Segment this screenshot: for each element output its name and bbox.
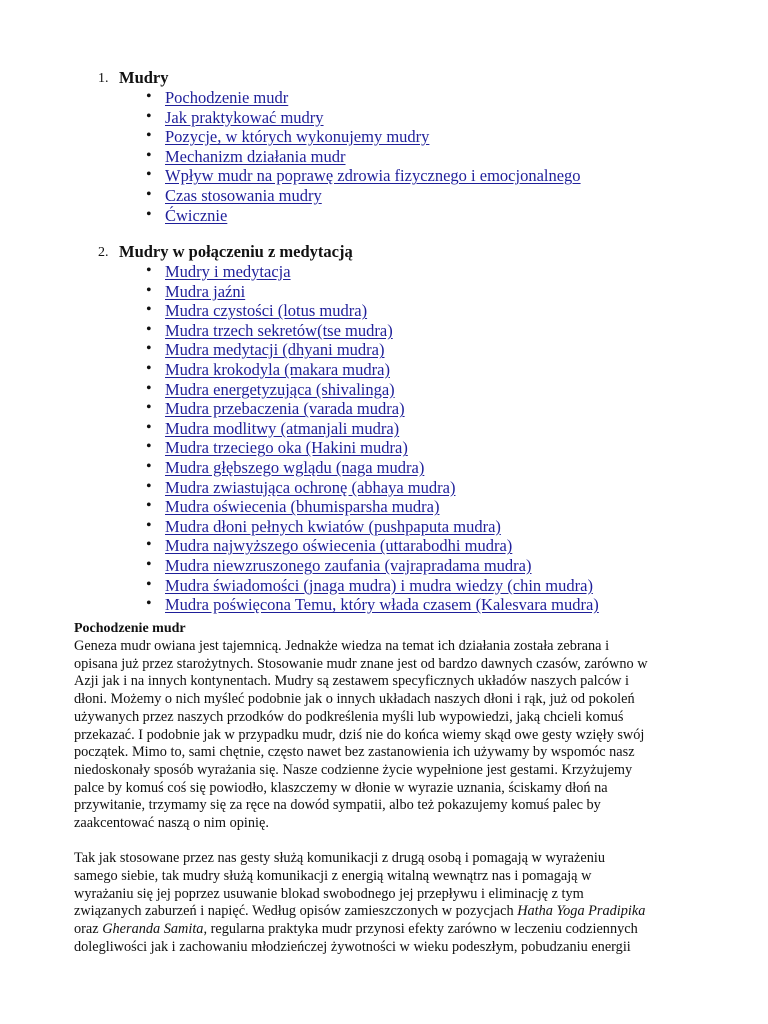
- bullet-icon: •: [146, 536, 152, 554]
- toc-link[interactable]: Mudra trzech sekretów(tse mudra): [165, 320, 393, 340]
- bullet-icon: •: [146, 146, 152, 164]
- bullet-icon: •: [146, 516, 152, 534]
- bullet-icon: •: [146, 262, 152, 279]
- list-item: [0, 360, 768, 380]
- toc-link[interactable]: Mudra najwyższego oświecenia (uttarabodhi mudra): [165, 536, 513, 556]
- list-item: [0, 166, 768, 186]
- paragraph-text: oraz: [74, 921, 99, 938]
- list-item: [0, 186, 768, 206]
- bullet-icon: •: [146, 301, 152, 319]
- bullet-icon: •: [146, 438, 152, 456]
- list-item: [0, 517, 768, 537]
- list-item: [0, 556, 768, 576]
- list-item: [0, 438, 768, 458]
- list-item: [0, 576, 768, 596]
- toc-link[interactable]: Mudra modlitwy (atmanjali mudra): [165, 418, 400, 438]
- toc-link[interactable]: Mudra medytacji (dhyani mudra): [165, 340, 385, 360]
- bullet-icon: •: [146, 556, 152, 573]
- bullet-icon: •: [146, 281, 152, 299]
- list-item: [0, 595, 768, 615]
- bullet-icon: •: [146, 497, 152, 515]
- list-item: [0, 206, 768, 226]
- bullet-icon: •: [146, 166, 152, 184]
- bullet-icon: •: [146, 575, 152, 593]
- toc-link[interactable]: Mudra niewzruszonego zaufania (vajrapradama mudra): [165, 556, 532, 575]
- toc-link[interactable]: Mudra krokodyla (makara mudra): [165, 360, 390, 379]
- list-item: [0, 399, 768, 419]
- book-title: Gheranda Samita: [102, 921, 204, 938]
- list-item: [0, 262, 768, 282]
- bullet-icon: •: [146, 399, 152, 417]
- bullet-icon: •: [146, 320, 152, 338]
- toc-link[interactable]: Mudra jaźni: [165, 281, 246, 301]
- bullet-icon: •: [146, 379, 152, 397]
- bullet-icon: •: [146, 418, 152, 436]
- article-paragraph: [74, 850, 702, 956]
- toc-link[interactable]: Mudra przebaczenia (varada mudra): [165, 399, 405, 419]
- bullet-icon: •: [146, 186, 152, 203]
- list-item: [0, 108, 768, 128]
- list-item: [0, 419, 768, 439]
- bullet-icon: •: [146, 340, 152, 358]
- toc-link[interactable]: Jak praktykować mudry: [165, 107, 324, 127]
- paragraph-text: Tak jak stosowane przez nas gesty służą komunikacji z drugą osobą i pomagają w wyrażeniu samego siebie, tak mudry służą komunikacji z energią witalną wewnątrz nas i pomagają w wyrażaniu się jej poprzez usuwanie blokad swobodnego jej przepływu i eliminację z tym związanych zaburzeń i napięć. Według opisów zamieszczonych w pozycjach: [74, 850, 605, 920]
- toc-link[interactable]: Mudra poświęcona Temu, który włada czasem (Kalesvara mudra): [165, 595, 599, 615]
- toc-link[interactable]: Mudra dłoni pełnych kwiatów (pushpaputa mudra): [165, 516, 501, 536]
- toc-section-number: 1.: [98, 71, 109, 86]
- list-item: [0, 282, 768, 302]
- list-item: [0, 88, 768, 108]
- list-item: [0, 127, 768, 147]
- toc-link[interactable]: Mudra świadomości (jnaga mudra) i mudra wiedzy (chin mudra): [165, 575, 593, 595]
- toc-link[interactable]: Mechanizm działania mudr: [165, 146, 346, 166]
- bullet-icon: •: [146, 205, 152, 223]
- toc-section-number: 2.: [98, 245, 109, 260]
- bullet-icon: •: [146, 360, 152, 377]
- list-item: [0, 147, 768, 167]
- bullet-icon: •: [146, 127, 152, 145]
- toc-link[interactable]: Czas stosowania mudry: [165, 186, 322, 205]
- bullet-icon: •: [146, 477, 152, 495]
- toc-section-title: Mudry: [119, 68, 169, 87]
- list-item: [0, 340, 768, 360]
- list-item: [0, 458, 768, 478]
- list-item: [0, 380, 768, 400]
- toc-link[interactable]: Mudra zwiastująca ochronę (abhaya mudra): [165, 477, 456, 497]
- bullet-icon: •: [146, 107, 152, 125]
- book-title: Hatha Yoga Pradipika: [517, 903, 646, 920]
- bullet-icon: •: [146, 88, 152, 105]
- toc-link[interactable]: Mudra czystości (lotus mudra): [165, 301, 368, 321]
- toc-link[interactable]: Mudry i medytacja: [165, 262, 291, 281]
- toc-link[interactable]: Wpływ mudr na poprawę zdrowia fizycznego i emocjonalnego: [165, 166, 581, 186]
- list-item: [0, 301, 768, 321]
- toc-section-title: Mudry w połączeniu z medytacją: [119, 242, 353, 261]
- toc-link[interactable]: Mudra trzeciego oka (Hakini mudra): [165, 438, 408, 458]
- article-heading: Pochodzenie mudr: [74, 621, 186, 636]
- paragraph-text: , regularna praktyka mudr przynosi efekty zarówno w leczeniu codziennych dolegliwości jak i zachowaniu młodzieńczej żywotności w wieku podeszłym, pobudzaniu energii: [74, 921, 638, 955]
- bullet-icon: •: [146, 458, 152, 475]
- toc-link[interactable]: Mudra głębszego wglądu (naga mudra): [165, 458, 425, 477]
- list-item: [0, 536, 768, 556]
- list-item: [0, 321, 768, 341]
- article-paragraph: Geneza mudr owiana jest tajemnicą. Jednakże wiedza na temat ich działania została zebrana i opisana już przez starożytnych. Stosowanie mudr znane jest od bardzo dawnych czasów, zarówno w Azji jak i na innych kontynentach. Mudry są zestawem specyficznych układów naszych palców i dłoni. Możemy o nich myśleć podobnie jak o innych układach naszych dłoni i rąk, już od pokoleń używanych przez naszych przodków do podkreślenia myśli lub wypowiedzi, jaką chcieli komuś przekazać. I podobnie jak w przypadku mudr, dziś nie do końca wiemy skąd owe gesty wzięły swój początek. Mimo to, sami chętnie, często nawet bez zastanowienia ich używamy by wspomóc nasz niedoskonały sposób wyrażania się. Nasze codzienne życie wypełnione jest gestami. Krzyżujemy palce by komuś coś się powiodło, klaszczemy w dłonie w wyrazie uznania, ściskamy dłoń na przywitanie, trzymamy się za ręce na dowód sympatii, albo też pokazujemy komuś palec by zaakcentować naszą o nim opinię.: [74, 638, 648, 832]
- bullet-icon: •: [146, 595, 152, 613]
- article: [74, 620, 702, 957]
- list-item: [0, 478, 768, 498]
- toc-link[interactable]: Pochodzenie mudr: [165, 88, 289, 107]
- list-item: [0, 497, 768, 517]
- toc-link[interactable]: Pozycje, w których wykonujemy mudry: [165, 127, 430, 147]
- toc-link[interactable]: Mudra oświecenia (bhumisparsha mudra): [165, 497, 440, 517]
- toc-link[interactable]: Ćwicznie: [165, 205, 228, 225]
- toc-link[interactable]: Mudra energetyzująca (shivalinga): [165, 379, 395, 399]
